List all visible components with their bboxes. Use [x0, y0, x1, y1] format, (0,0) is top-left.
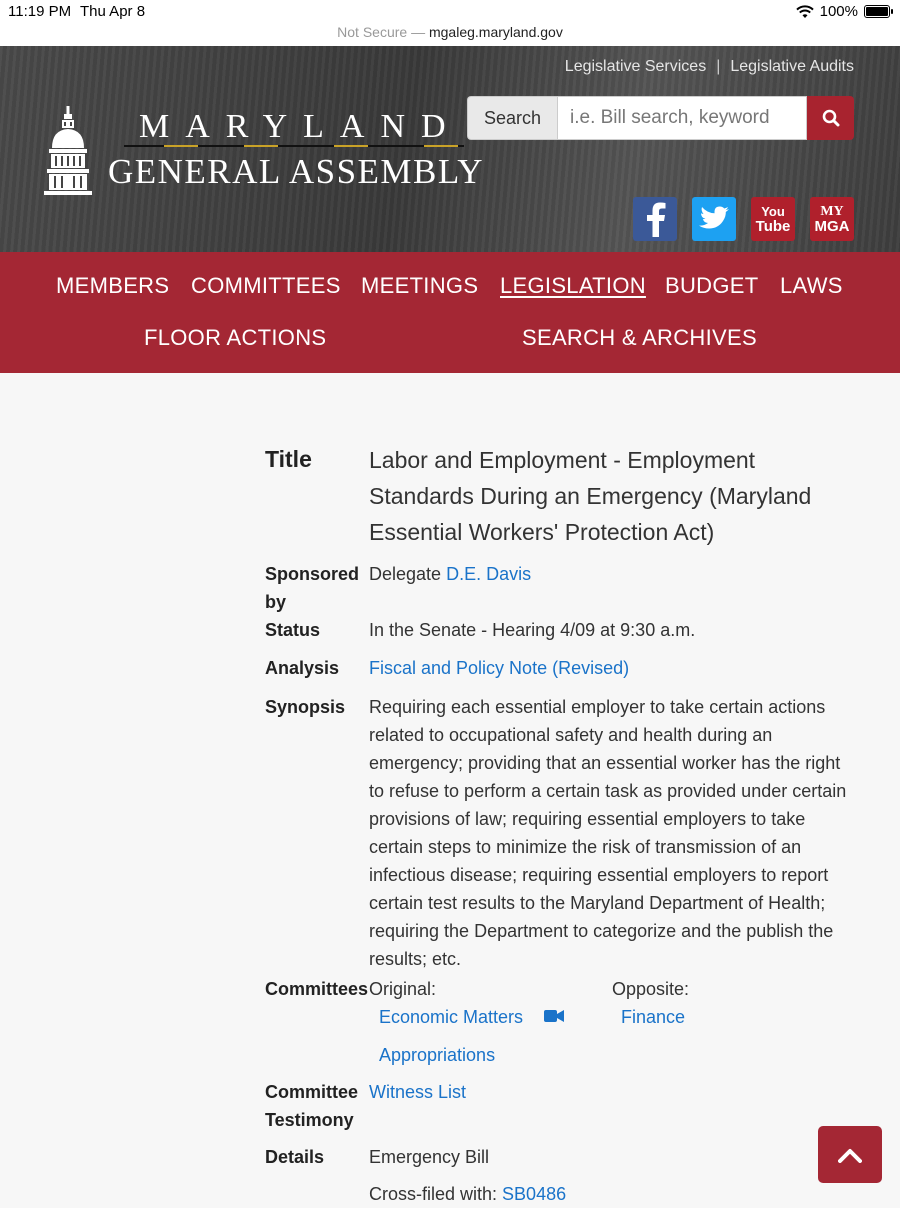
- search-input[interactable]: [557, 96, 807, 140]
- url-domain: mgaleg.maryland.gov: [428, 24, 563, 40]
- my-mga-icon: [815, 204, 850, 234]
- status-date: Thu Apr 8: [80, 3, 146, 20]
- nav-legislation[interactable]: LEGISLATION: [500, 273, 646, 298]
- facebook-link[interactable]: [633, 197, 677, 241]
- battery-icon: [864, 5, 890, 18]
- crossfiled-value: [369, 1180, 859, 1208]
- status-bar: [0, 0, 900, 24]
- opposite-label: Opposite:: [612, 979, 690, 999]
- crossfiled-bill-link[interactable]: SB0486: [502, 1184, 567, 1204]
- my-mga-bottom-text: MGA: [814, 218, 850, 235]
- bill-details: [0, 373, 900, 1204]
- youtube-icon: [756, 204, 791, 234]
- original-committee-2: [379, 1041, 495, 1069]
- logo-rule: [124, 145, 464, 147]
- nav-meetings[interactable]: MEETINGS: [361, 273, 479, 298]
- youtube-bottom-text: Tube: [755, 218, 791, 235]
- search-icon: [822, 109, 840, 127]
- crossfiled-prefix: Cross-filed with:: [369, 1184, 498, 1204]
- site-header: [0, 46, 900, 252]
- economic-matters-link[interactable]: Economic Matters: [379, 1007, 524, 1027]
- legislative-audits-link[interactable]: Legislative Audits: [730, 58, 854, 75]
- sponsor-prefix: Delegate: [369, 564, 442, 584]
- sponsor-label: [265, 560, 359, 616]
- analysis-label: Analysis: [265, 658, 340, 678]
- capitol-dome-icon: [44, 106, 92, 196]
- security-label: Not Secure —: [337, 24, 426, 40]
- my-mga-top-text: MY: [820, 204, 844, 219]
- video-camera-icon[interactable]: [544, 1009, 564, 1023]
- search-label: Search: [467, 96, 557, 140]
- bill-title: Labor and Employment - Employment Standards During an Emergency (Maryland Essential Workers' Protection Act): [369, 447, 812, 545]
- sponsor-link[interactable]: D.E. Davis: [446, 564, 532, 584]
- wifi-icon: [796, 5, 814, 19]
- search-button[interactable]: [807, 96, 854, 140]
- synopsis-label: Synopsis: [265, 697, 346, 717]
- url-bar[interactable]: [0, 24, 900, 46]
- chevron-up-icon: [838, 1147, 862, 1163]
- nav-laws[interactable]: LAWS: [780, 273, 843, 298]
- committees-label: Committees: [265, 979, 369, 999]
- nav-floor-actions[interactable]: FLOOR ACTIONS: [144, 325, 327, 350]
- youtube-top-text: You: [761, 204, 785, 219]
- top-links: [565, 58, 854, 76]
- twitter-link[interactable]: [692, 197, 736, 241]
- original-label: Original:: [369, 979, 437, 999]
- logo-general-assembly-text: GENERAL ASSEMBLY: [108, 152, 485, 191]
- status-label: Status: [265, 620, 321, 640]
- youtube-link[interactable]: [751, 197, 795, 241]
- battery-percent: 100%: [819, 3, 858, 20]
- twitter-icon: [698, 205, 730, 233]
- nav-members[interactable]: MEMBERS: [56, 273, 170, 298]
- testimony-label: [265, 1078, 358, 1134]
- social-links: [633, 197, 854, 241]
- nav-committees[interactable]: COMMITTEES: [191, 273, 341, 298]
- witness-list-link[interactable]: Witness List: [369, 1082, 467, 1102]
- appropriations-link[interactable]: Appropriations: [379, 1045, 496, 1065]
- status-value: In the Senate - Hearing 4/09 at 9:30 a.m.: [369, 620, 696, 640]
- link-separator: |: [716, 58, 721, 75]
- testimony-label-line1: Committee: [265, 1082, 359, 1102]
- back-to-top-button[interactable]: [818, 1126, 882, 1183]
- details-label: Details: [265, 1147, 325, 1167]
- details-value: Emergency Bill: [369, 1147, 490, 1167]
- fiscal-policy-note-link[interactable]: Fiscal and Policy Note (Revised): [369, 658, 630, 678]
- nav-search-archives[interactable]: SEARCH & ARCHIVES: [522, 325, 757, 350]
- nav-budget[interactable]: BUDGET: [665, 273, 759, 298]
- sponsor-value: [369, 560, 859, 588]
- finance-link[interactable]: Finance: [621, 1007, 686, 1027]
- status-right: [796, 3, 890, 20]
- legislative-services-link[interactable]: Legislative Services: [564, 58, 707, 75]
- facebook-icon: [642, 201, 668, 237]
- testimony-label-line2: Testimony: [265, 1110, 354, 1130]
- main-nav: [0, 252, 900, 373]
- my-mga-link[interactable]: [810, 197, 854, 241]
- title-label: Title: [265, 446, 312, 472]
- search-bar: [467, 96, 854, 140]
- logo-maryland-text: MARYLAND: [139, 108, 462, 145]
- synopsis-text: Requiring each essential employer to take certain actions related to occupational safety and health during an emergency; providing that an essential worker has the right to refuse to perform a certain task as provided under certain provisions of law; requiring essential employers to take certain steps to minimize the risk of transmission of an infectious disease; requiring essential employers to report certain test results to the Maryland Department of Health; requiring the Department to categorize and the publish the results; etc.: [369, 697, 847, 969]
- opposite-committee: [621, 1003, 685, 1031]
- testimony-value: [369, 1078, 859, 1106]
- original-committee-1: [379, 1003, 523, 1031]
- sponsor-label-line1: Sponsored: [265, 564, 360, 584]
- status-time: 11:19 PM: [8, 3, 72, 20]
- site-logo[interactable]: [44, 106, 489, 201]
- sponsor-label-line2: by: [265, 592, 287, 612]
- analysis-value: [369, 654, 859, 682]
